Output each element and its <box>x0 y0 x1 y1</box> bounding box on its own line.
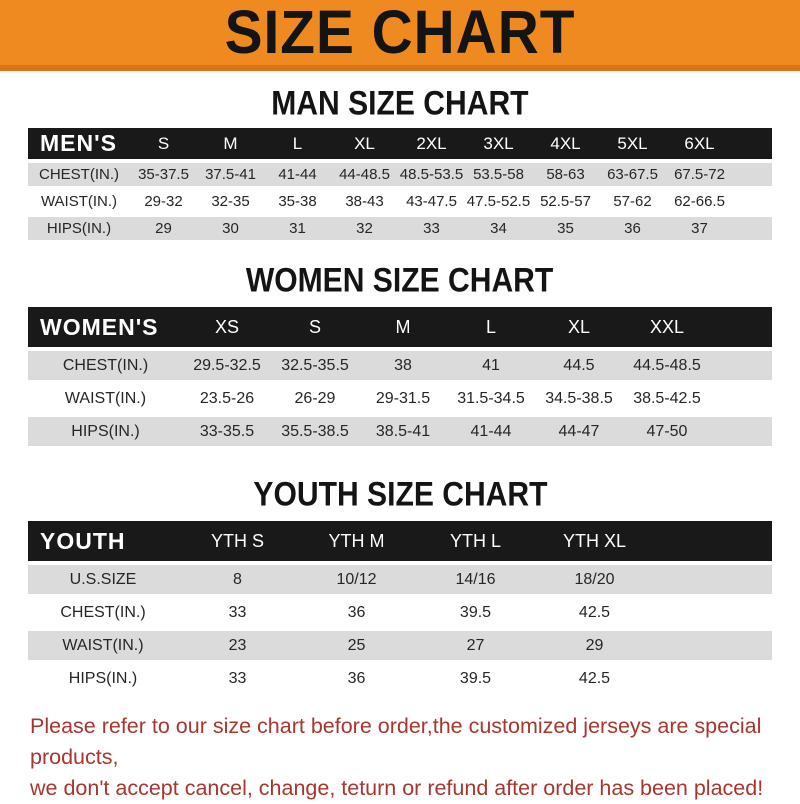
women-size-chart-section <box>0 262 800 450</box>
size-cell: 67.5-72 <box>674 166 725 183</box>
size-cell: 36 <box>624 220 641 237</box>
size-cell: 33 <box>423 220 440 237</box>
row-spacer <box>654 664 772 693</box>
column-header: M <box>223 133 238 153</box>
size-cell: 36 <box>347 669 366 687</box>
size-cell: 44.5 <box>563 356 595 374</box>
size-cell: 35.5-38.5 <box>281 422 349 440</box>
size-cell: 57-62 <box>613 193 652 210</box>
row-label: HIPS(IN.) <box>46 220 112 237</box>
row-label: U.S.SIZE <box>69 570 137 588</box>
row-spacer <box>654 565 772 594</box>
size-cell: 47.5-52.5 <box>466 193 531 210</box>
column-header: YTH S <box>210 530 264 551</box>
size-cell: 38-43 <box>345 193 384 210</box>
size-cell: 29 <box>155 220 172 237</box>
size-cell: 39.5 <box>459 669 492 687</box>
size-table <box>28 517 772 697</box>
size-cell: 32.5-35.5 <box>281 356 349 374</box>
header-spacer <box>711 307 772 347</box>
size-cell: 41 <box>482 356 500 374</box>
table-header-label: MEN'S <box>40 130 117 156</box>
column-header: YTH XL <box>562 530 627 551</box>
disclaimer-line-2: we don't accept cancel, change, teturn or refund after order has been placed! <box>30 776 764 800</box>
size-cell: 39.5 <box>459 603 492 621</box>
row-spacer <box>654 631 772 660</box>
table-row <box>28 190 772 213</box>
table-header-row <box>28 128 772 159</box>
size-cell: 29.5-32.5 <box>193 356 261 374</box>
size-cell: 33-35.5 <box>199 422 255 440</box>
row-spacer <box>711 351 772 380</box>
size-cell: 42.5 <box>578 669 611 687</box>
table-row <box>28 598 772 627</box>
table-header-row <box>28 521 772 561</box>
size-cell: 37.5-41 <box>205 166 256 183</box>
size-cell: 44-48.5 <box>339 166 390 183</box>
row-label: CHEST(IN.) <box>39 166 119 183</box>
row-label: HIPS(IN.) <box>71 422 140 440</box>
size-cell: 35-37.5 <box>138 166 189 183</box>
table-row <box>28 631 772 660</box>
size-cell: 27 <box>466 636 485 654</box>
disclaimer-line-1: Please refer to our size chart before order,the customized jerseys are special products, <box>30 714 762 769</box>
size-cell: 29-32 <box>144 193 183 210</box>
section-heading-youth: YOUTH SIZE CHART <box>252 474 548 514</box>
size-cell: 32 <box>356 220 373 237</box>
header-spacer <box>654 521 772 561</box>
size-cell: 30 <box>222 220 239 237</box>
size-table <box>28 303 772 450</box>
row-label: WAIST(IN.) <box>62 636 144 654</box>
table-row <box>28 351 772 380</box>
size-cell: 35 <box>557 220 574 237</box>
table-row <box>28 565 772 594</box>
size-cell: 23 <box>228 636 247 654</box>
table-row <box>28 384 772 413</box>
size-cell: 42.5 <box>578 603 611 621</box>
column-header: XL <box>354 133 375 153</box>
column-header: XXL <box>649 316 685 337</box>
youth-size-chart-section <box>0 476 800 697</box>
size-cell: 37 <box>691 220 708 237</box>
column-header: 4XL <box>550 133 581 153</box>
size-chart-banner <box>0 0 800 71</box>
size-cell: 41-44 <box>470 422 512 440</box>
row-spacer <box>733 217 772 240</box>
size-cell: 29 <box>585 636 604 654</box>
table-header-label: YOUTH <box>40 527 126 554</box>
size-cell: 48.5-53.5 <box>399 166 464 183</box>
column-header: L <box>292 133 303 153</box>
table-row <box>28 664 772 693</box>
size-cell: 23.5-26 <box>199 389 255 407</box>
row-label: HIPS(IN.) <box>68 669 138 687</box>
order-disclaimer <box>0 711 800 804</box>
size-cell: 44-47 <box>558 422 600 440</box>
column-header: YTH L <box>449 530 501 551</box>
size-table <box>28 124 772 244</box>
column-header: 6XL <box>684 133 715 153</box>
size-cell: 53.5-58 <box>473 166 524 183</box>
size-cell: 33 <box>228 603 247 621</box>
table-header-row <box>28 307 772 347</box>
row-spacer <box>711 384 772 413</box>
column-header: S <box>157 133 170 153</box>
table-row <box>28 217 772 240</box>
size-cell: 35-38 <box>278 193 317 210</box>
row-spacer <box>654 598 772 627</box>
row-label: CHEST(IN.) <box>60 603 146 621</box>
size-cell: 14/16 <box>455 570 496 588</box>
size-cell: 8 <box>233 570 242 588</box>
column-header: M <box>395 316 411 337</box>
size-cell: 52.5-57 <box>540 193 591 210</box>
size-cell: 44.5-48.5 <box>633 356 701 374</box>
size-cell: 26-29 <box>294 389 336 407</box>
size-cell: 10/12 <box>336 570 377 588</box>
size-cell: 58-63 <box>546 166 585 183</box>
row-label: CHEST(IN.) <box>62 356 149 374</box>
size-cell: 63-67.5 <box>607 166 658 183</box>
column-header: L <box>485 316 496 337</box>
size-cell: 31.5-34.5 <box>457 389 525 407</box>
banner-title: SIZE CHART <box>224 0 576 67</box>
size-cell: 38.5-42.5 <box>633 389 701 407</box>
column-header: YTH M <box>328 530 385 551</box>
table-row <box>28 163 772 186</box>
size-cell: 38.5-41 <box>375 422 431 440</box>
header-spacer <box>733 128 772 159</box>
size-cell: 38 <box>394 356 412 374</box>
size-cell: 34.5-38.5 <box>545 389 613 407</box>
size-cell: 34 <box>490 220 507 237</box>
size-cell: 33 <box>228 669 247 687</box>
size-cell: 31 <box>289 220 306 237</box>
column-header: 5XL <box>617 133 648 153</box>
row-label: WAIST(IN.) <box>64 389 147 407</box>
table-header-label: WOMEN'S <box>40 313 159 340</box>
men-size-chart-section <box>0 85 800 244</box>
size-cell: 25 <box>347 636 366 654</box>
size-cell: 47-50 <box>646 422 688 440</box>
section-heading-women: WOMEN SIZE CHART <box>246 260 554 300</box>
column-header: 3XL <box>483 133 514 153</box>
size-cell: 43-47.5 <box>406 193 457 210</box>
table-row <box>28 417 772 446</box>
size-cell: 41-44 <box>278 166 317 183</box>
row-spacer <box>733 163 772 186</box>
column-header: 2XL <box>416 133 447 153</box>
column-header: S <box>308 316 321 337</box>
column-header: XS <box>214 316 239 337</box>
size-cell: 32-35 <box>211 193 250 210</box>
size-cell: 18/20 <box>574 570 615 588</box>
size-cell: 62-66.5 <box>674 193 725 210</box>
row-label: WAIST(IN.) <box>40 193 118 210</box>
column-header: XL <box>567 316 591 337</box>
row-spacer <box>733 190 772 213</box>
section-heading-men: MAN SIZE CHART <box>271 83 529 123</box>
size-cell: 29-31.5 <box>375 389 431 407</box>
size-cell: 36 <box>347 603 366 621</box>
row-spacer <box>711 417 772 446</box>
